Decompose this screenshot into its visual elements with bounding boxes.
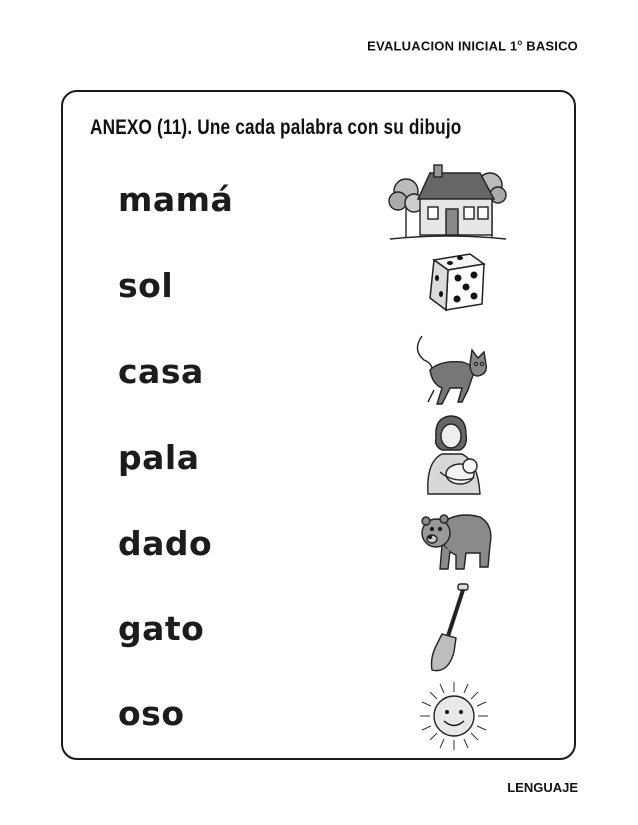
word-pala: pala [118, 438, 200, 477]
word-oso: oso [118, 694, 185, 733]
shovel-icon [428, 582, 473, 677]
word-dado: dado [118, 524, 213, 563]
house-icon [388, 163, 508, 243]
instruction-title: ANEXO (11). Une cada palabra con su dibujo [90, 116, 462, 139]
header-ordinal: o [517, 38, 523, 47]
sun-icon [418, 680, 490, 752]
header-level: BASICO [522, 38, 578, 54]
cat-icon [410, 330, 495, 410]
header-title: EVALUACION INICIAL 1 [367, 38, 518, 54]
word-casa: casa [118, 352, 204, 391]
bear-icon [418, 505, 496, 575]
word-gato: gato [118, 609, 205, 648]
word-sol: sol [118, 266, 174, 305]
mother-baby-icon [420, 412, 490, 497]
page-footer: LENGUAJE [507, 780, 578, 795]
dice-icon [420, 248, 490, 314]
page-header [367, 38, 578, 53]
word-mama: mamá [118, 180, 234, 219]
